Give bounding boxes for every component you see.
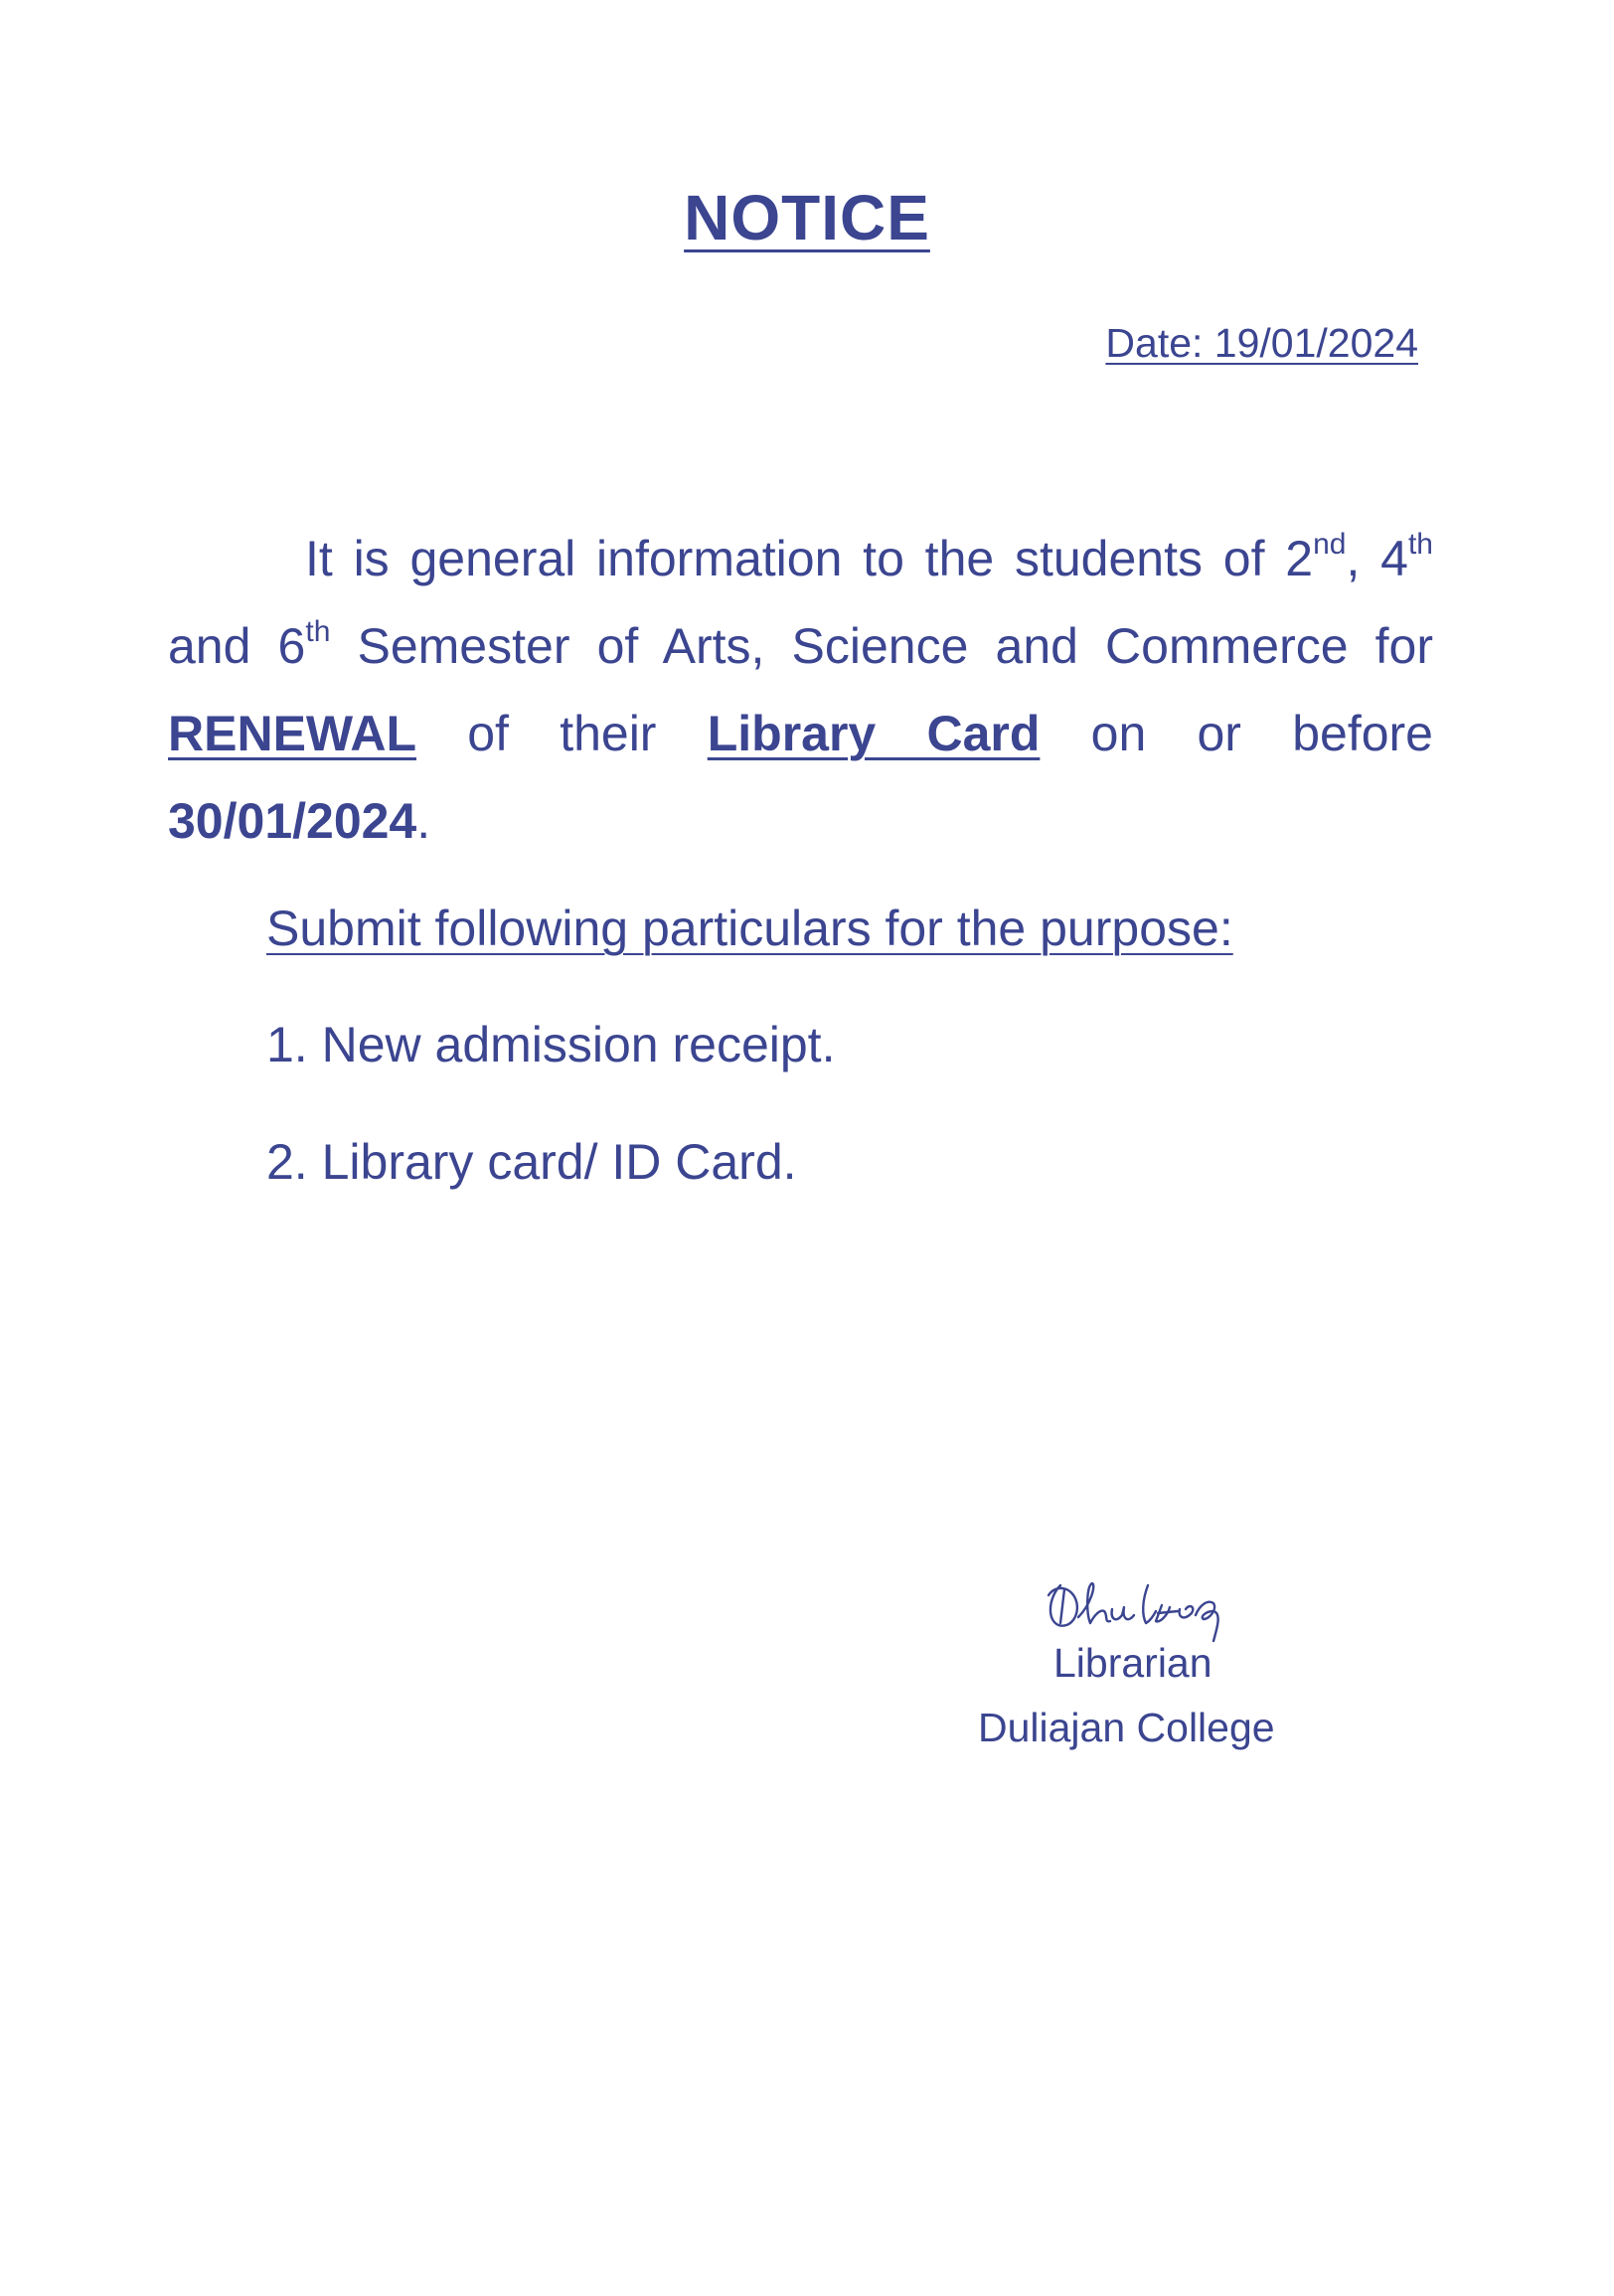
signatory-role: Librarian: [1053, 1640, 1212, 1686]
notice-title: NOTICE: [684, 182, 930, 253]
notice-date: Date: 19/01/2024: [1105, 320, 1418, 366]
renewal-keyword: RENEWAL: [168, 706, 416, 761]
signatory-organization: Duliajan College: [978, 1705, 1275, 1750]
requirement-item: 2. Library card/ ID Card.: [266, 1134, 797, 1190]
requirements-heading: Submit following particulars for the purpose:: [266, 901, 1233, 956]
library-card-keyword: Library Card: [707, 706, 1041, 761]
notice-paragraph: It is general information to the students of 2nd, 4th and 6th Semester of Arts, Science and Commerce for RENEWAL of their Library Card on or before 30/01/2024.: [168, 528, 1433, 849]
deadline-date: 30/01/2024: [168, 793, 417, 849]
notice-body: [168, 515, 1433, 865]
requirement-item: 1. New admission receipt.: [266, 1017, 836, 1072]
